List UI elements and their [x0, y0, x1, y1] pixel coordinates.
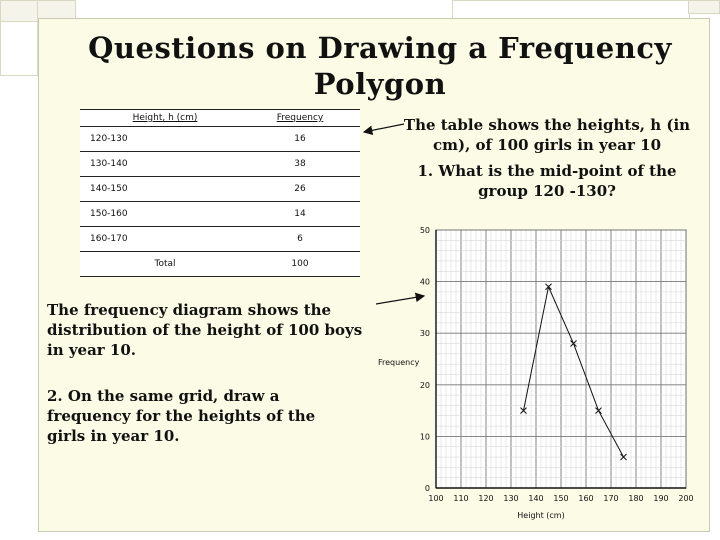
frequency-cell: 6	[240, 227, 360, 252]
x-axis-label: Height (cm)	[517, 511, 565, 520]
diagram-description: The frequency diagram shows the distribution of the height of 100 boys in year 10.	[47, 301, 363, 359]
group-cell: 130-140	[80, 152, 240, 177]
question-1: 1. What is the mid-point of the group 120 -130?	[417, 162, 677, 200]
group-cell: 160-170	[80, 227, 240, 252]
frequency-cell: 14	[240, 202, 360, 227]
x-tick-label: 190	[653, 494, 669, 503]
x-tick-label: 200	[678, 494, 694, 503]
intro-text: The table shows the heights, h (in cm), of 100 girls in year 10	[403, 116, 691, 154]
x-tick-label: 120	[478, 494, 494, 503]
frequency-polygon-chart	[374, 212, 700, 530]
chart-svg	[374, 212, 700, 530]
frequency-cell: 38	[240, 152, 360, 177]
group-cell: 140-150	[80, 177, 240, 202]
y-tick-label: 40	[419, 277, 430, 287]
total-value: 100	[240, 252, 360, 277]
x-tick-label: 140	[528, 494, 544, 503]
y-tick-label: 30	[419, 329, 430, 339]
group-cell: 120-130	[80, 127, 240, 152]
y-tick-label: 20	[419, 380, 430, 390]
frequency-cell: 16	[240, 127, 360, 152]
y-tick-label: 10	[419, 432, 430, 442]
frequency-cell: 26	[240, 177, 360, 202]
header-height: Height, h (cm)	[80, 110, 240, 127]
x-tick-label: 180	[628, 494, 644, 503]
total-label: Total	[80, 252, 240, 277]
x-tick-label: 110	[453, 494, 469, 503]
question-2: 2. On the same grid, draw a frequency for the heights of the girls in year 10.	[47, 387, 316, 445]
group-cell: 150-160	[80, 202, 240, 227]
x-tick-label: 100	[428, 494, 444, 503]
y-axis-label: Frequency	[378, 358, 420, 367]
header-frequency: Frequency	[240, 110, 360, 127]
arrow-to-table	[364, 124, 404, 132]
x-tick-label: 150	[553, 494, 569, 503]
x-tick-label: 130	[503, 494, 519, 503]
x-tick-label: 160	[578, 494, 594, 503]
y-tick-label: 50	[419, 226, 430, 235]
page-title: Questions on Drawing a Frequency Polygon	[88, 31, 672, 101]
y-tick-label: 0	[424, 484, 430, 493]
x-tick-label: 170	[603, 494, 619, 503]
